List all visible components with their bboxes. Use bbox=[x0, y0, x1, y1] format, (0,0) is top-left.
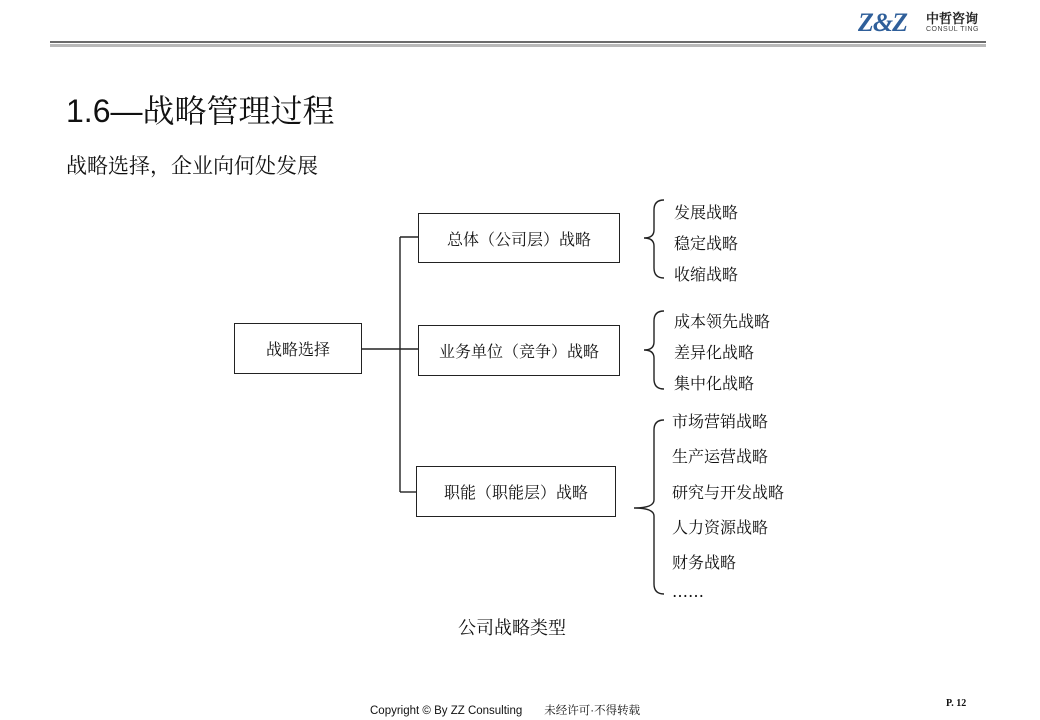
leaf-item: 成本领先战略 bbox=[674, 312, 771, 331]
leaf-item: 市场营销战略 bbox=[672, 412, 769, 431]
page-title: 1.6—战略管理过程 bbox=[66, 93, 335, 129]
branch-node-functional: 职能（职能层）战略 bbox=[416, 466, 616, 517]
leaf-item: 财务战略 bbox=[672, 553, 737, 572]
brace-2 bbox=[644, 311, 664, 389]
branch-node-corporate: 总体（公司层）战略 bbox=[418, 213, 620, 263]
page-subtitle: 战略选择，企业向何处发展 bbox=[66, 155, 318, 178]
leaf-item: 发展战略 bbox=[674, 203, 739, 222]
footer bbox=[370, 702, 640, 718]
logo-english-name: CONSUL TING bbox=[926, 26, 979, 33]
diagram-caption: 公司战略类型 bbox=[458, 618, 566, 638]
branch-node-business-unit: 业务单位（竞争）战略 bbox=[418, 325, 620, 376]
leaf-item: 收缩战略 bbox=[674, 265, 739, 284]
reprint-notice: 未经许可·不得转载 bbox=[544, 705, 641, 717]
leaf-item-ellipsis: …… bbox=[672, 582, 704, 601]
leaf-item: 生产运营战略 bbox=[672, 447, 769, 466]
leaf-item: 稳定战略 bbox=[674, 234, 739, 253]
root-node: 战略选择 bbox=[234, 323, 362, 374]
brace-1 bbox=[644, 200, 664, 278]
copyright-text: Copyright © By ZZ Consulting bbox=[370, 705, 523, 717]
logo-chinese-name: 中哲咨询 bbox=[926, 11, 979, 26]
page-number: P. 12 bbox=[946, 698, 967, 709]
brace-3 bbox=[634, 420, 664, 594]
leaf-item: 集中化战略 bbox=[674, 374, 755, 393]
leaf-item: 人力资源战略 bbox=[672, 518, 769, 537]
leaf-item: 差异化战略 bbox=[674, 343, 755, 362]
logo-mark: Z&Z bbox=[858, 8, 907, 37]
leaf-item: 研究与开发战略 bbox=[672, 483, 785, 502]
